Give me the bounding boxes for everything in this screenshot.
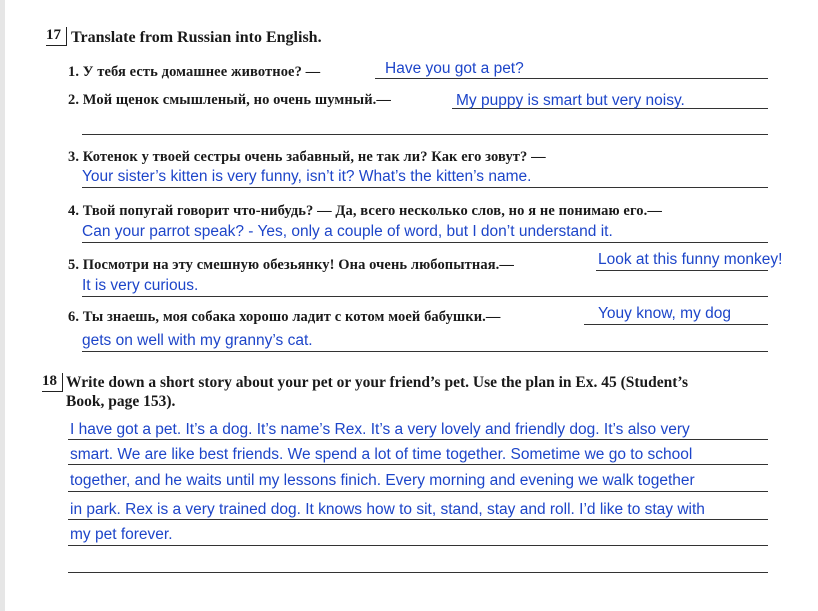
page-edge (0, 0, 5, 611)
exercise-18-title-line-1: Write down a short story about your pet or your friend’s pet. Use the plan in Ex. 45 (Student’s (66, 374, 689, 391)
exercise-18-title-line-2: Book, page 153). (66, 393, 176, 410)
answer-line (68, 572, 768, 573)
question-1: 1. У тебя есть домашнее животное? — (68, 64, 321, 80)
answer-line (68, 545, 768, 546)
answer-line (82, 242, 768, 243)
answer-line (82, 296, 768, 297)
exercise-18-number: 18 (42, 373, 57, 389)
answer-6-part-1: Youy know, my dog (598, 305, 731, 322)
story-line-3: together, and he waits until my lessons finich. Every morning and evening we walk together (70, 472, 695, 489)
answer-line (82, 187, 768, 188)
answer-5-part-2: It is very curious. (82, 277, 199, 294)
question-2: 2. Мой щенок смышленый, но очень шумный.— (68, 92, 392, 108)
answer-line (82, 351, 768, 352)
story-line-1: I have got a pet. It’s a dog. It’s name’s Rex. It’s a very lovely and friendly dog. It’s also very (70, 421, 690, 438)
answer-line (68, 491, 768, 492)
answer-line (68, 519, 768, 520)
answer-line (596, 270, 768, 271)
answer-line (68, 439, 768, 440)
story-line-4: in park. Rex is a very trained dog. It knows how to sit, stand, stay and roll. I’d like to stay with (70, 501, 705, 518)
answer-line (68, 464, 768, 465)
exercise-17-number: 17 (46, 27, 61, 43)
answer-line (584, 324, 768, 325)
exercise-17-title: Translate from Russian into English. (71, 29, 322, 46)
question-3: 3. Котенок у твоей сестры очень забавный, не так ли? Как его зовут? — (68, 149, 546, 165)
question-4: 4. Твой попугай говорит что-нибудь? — Да, всего несколько слов, но я не понимаю его.— (68, 203, 662, 219)
question-5: 5. Посмотри на эту смешную обезьянку! Она очень любопытная.— (68, 257, 514, 273)
story-line-5: my pet forever. (70, 526, 173, 543)
answer-5-part-1: Look at this funny monkey! (598, 251, 783, 268)
answer-2: My puppy is smart but very noisy. (456, 92, 685, 109)
question-6: 6. Ты знаешь, моя собака хорошо ладит с котом моей бабушки.— (68, 309, 501, 325)
answer-3: Your sister’s kitten is very funny, isn’t it? What’s the kitten’s name. (82, 168, 532, 185)
answer-1: Have you got a pet? (385, 60, 524, 77)
story-line-2: smart. We are like best friends. We spend a lot of time together. Sometime we go to school (70, 446, 693, 463)
answer-6-part-2: gets on well with my granny’s cat. (82, 332, 313, 349)
answer-line (375, 78, 768, 79)
answer-4: Can your parrot speak? - Yes, only a couple of word, but I don’t understand it. (82, 223, 613, 240)
answer-line (82, 134, 768, 135)
